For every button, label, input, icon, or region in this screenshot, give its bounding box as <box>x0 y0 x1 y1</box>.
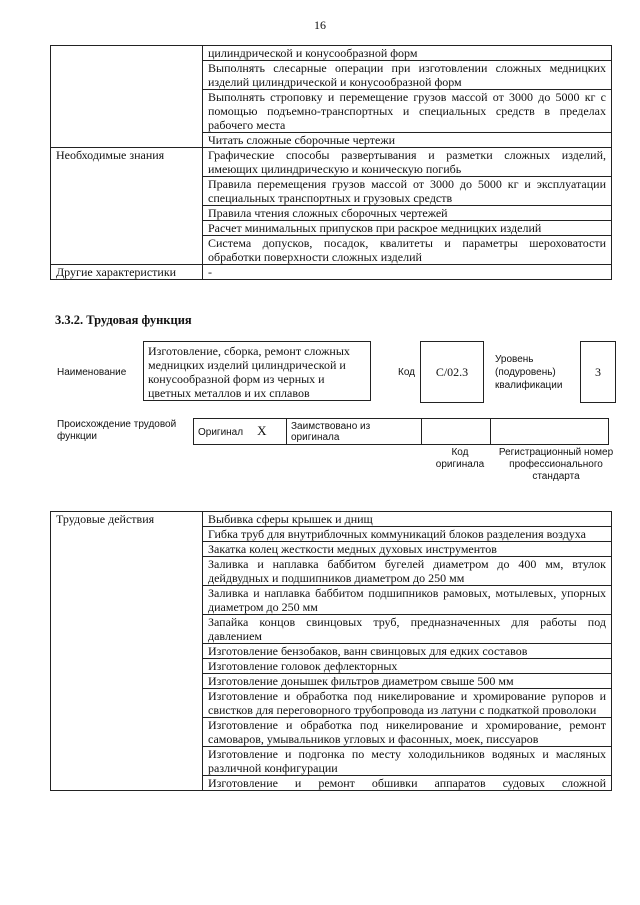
other-characteristics-value: - <box>203 265 612 280</box>
action-item: Гибка труб для внутриблочных коммуникаций блоков разделения воздуха <box>203 527 612 542</box>
section-title: 3.3.2. Трудовая функция <box>55 313 192 327</box>
action-item: Изготовление и подгонка по месту холодильников водяных и масляных различной конфигурации <box>203 747 612 776</box>
table-row <box>51 265 612 280</box>
reg-number-cell <box>491 419 609 445</box>
empty-label-cell <box>51 46 203 148</box>
skills-knowledge-table <box>50 45 612 280</box>
skill-item: Читать сложные сборочные чертежи <box>203 133 612 148</box>
function-code-box: C/02.3 <box>420 341 484 403</box>
original-mark: X <box>257 422 267 438</box>
table-row <box>194 419 609 445</box>
original-label: Оригинал <box>198 426 244 438</box>
table-row <box>51 512 612 527</box>
knowledge-item: Правила перемещения грузов массой от 3000 до 5000 кг и эксплуатации специальных транспортных и грузовых средств <box>203 177 612 206</box>
action-item: Выбивка сферы крышек и днищ <box>203 512 612 527</box>
knowledge-item: Правила чтения сложных сборочных чертежей <box>203 206 612 221</box>
function-name-box: Изготовление, сборка, ремонт сложных медницких изделий цилиндрической и конусообразной форм из черных и цветных металлов и их сплавов <box>143 341 371 401</box>
origin-table <box>193 418 609 445</box>
origin-label: Происхождение трудовой функции <box>57 419 177 442</box>
skill-item: цилиндрической и конусообразной форм <box>203 46 612 61</box>
name-label: Наименование <box>57 367 127 378</box>
table-row <box>51 148 612 177</box>
level-value-box: 3 <box>580 341 616 403</box>
action-item: Заливка и наплавка баббитом бугелей диаметром до 400 мм, втулок дейдвудных и подшипников диаметром до 250 мм <box>203 557 612 586</box>
borrowed-cell: Заимствовано из оригинала <box>287 419 422 445</box>
skill-item: Выполнять строповку и перемещение грузов массой от 3000 до 5000 кг с помощью подъемно-транспортных и специальных средств в пределах рабочего места <box>203 90 612 133</box>
knowledge-item: Графические способы развертывания и разметки сложных изделий, имеющих цилиндрическую и коническую погибь <box>203 148 612 177</box>
knowledge-label: Необходимые знания <box>51 148 203 265</box>
code-label: Код <box>398 367 416 378</box>
action-item: Изготовление и ремонт обшивки аппаратов судовых сложной <box>203 776 612 791</box>
level-label: Уровень (подуровень) квалификации <box>495 354 563 391</box>
labour-actions-table <box>50 511 612 791</box>
skill-item: Выполнять слесарные операции при изготовлении сложных медницких изделий цилиндрической и конусообразной форм <box>203 61 612 90</box>
action-item: Заливка и наплавка баббитом подшипников рамовых, мотылевых, упорных диаметром до 250 мм <box>203 586 612 615</box>
table-row <box>51 46 612 61</box>
knowledge-item: Расчет минимальных припусков при раскрое медницких изделий <box>203 221 612 236</box>
original-cell <box>194 419 287 445</box>
action-item: Закатка колец жесткости медных духовых инструментов <box>203 542 612 557</box>
other-characteristics-label: Другие характеристики <box>51 265 203 280</box>
action-item: Изготовление бензобаков, ванн свинцовых для едких составов <box>203 644 612 659</box>
action-item: Изготовление донышек фильтров диаметром свыше 500 мм <box>203 674 612 689</box>
action-item: Изготовление и обработка под никелирование и хромирование, ремонт самоваров, умывальников угловых и фасонных, моек, писсуаров <box>203 718 612 747</box>
action-item: Запайка концов свинцовых труб, предназначенных для работы под давлением <box>203 615 612 644</box>
code-original-cell <box>422 419 491 445</box>
action-item: Изготовление головок дефлекторных <box>203 659 612 674</box>
page-number: 16 <box>314 18 326 32</box>
reg-number-caption: Регистрационный номер профессионального стандарта <box>498 447 614 482</box>
code-original-caption: Код оригинала <box>435 447 485 470</box>
action-item: Изготовление и обработка под никелирование и хромирование рупоров и свистков для переговорного трубопровода из латуни с подкаткой проволоки <box>203 689 612 718</box>
knowledge-item: Система допусков, посадок, квалитеты и параметры шероховатости обработки поверхности сложных изделий <box>203 236 612 265</box>
actions-label: Трудовые действия <box>51 512 203 791</box>
